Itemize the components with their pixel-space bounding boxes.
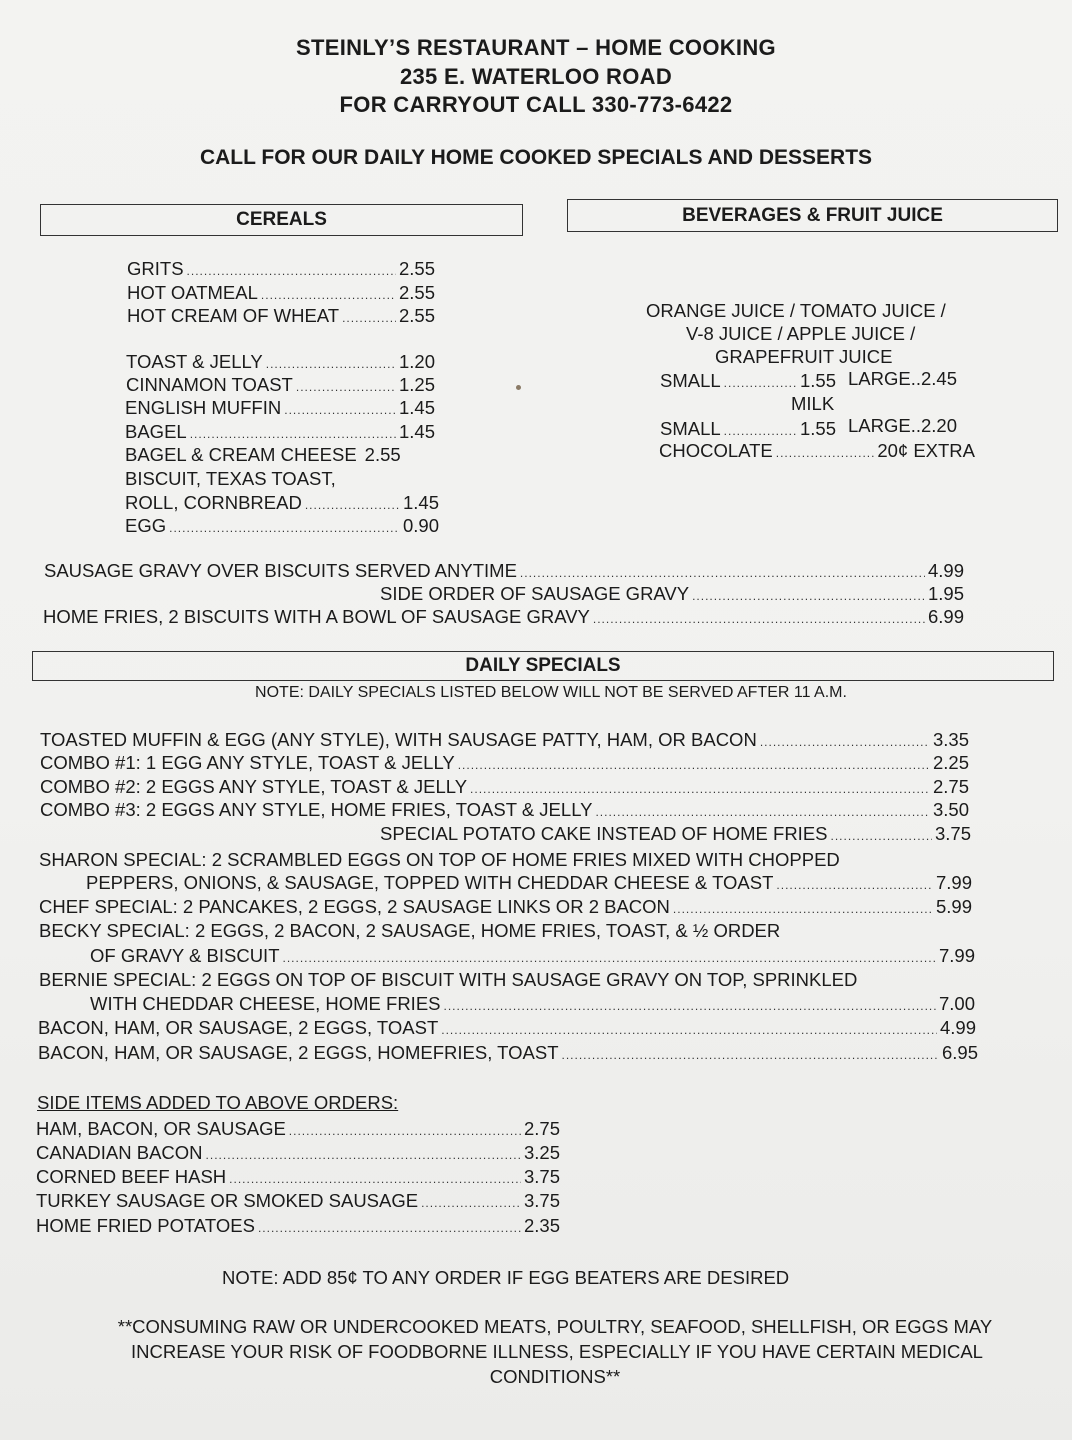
beverages-header: [567, 199, 1058, 232]
list-item: BACON, HAM, OR SAUSAGE, 2 EGGS, HOMEFRIES, TOAST ..... 6.95: [38, 1042, 978, 1064]
juice-line-3: GRAPEFRUIT JUICE: [715, 346, 893, 367]
warning-line-2: INCREASE YOUR RISK OF FOODBORNE ILLNESS, ESPECIALLY IF YOU HAVE CERTAIN MEDICAL: [131, 1341, 983, 1362]
paper-speck: [516, 385, 521, 390]
daily-specials-note: NOTE: DAILY SPECIALS LISTED BELOW WILL NOT BE SERVED AFTER 11 A.M.: [255, 684, 847, 701]
restaurant-name: STEINLY’S RESTAURANT – HOME COOKING: [296, 35, 776, 60]
list-item: GRITS ..... 2.55: [127, 258, 435, 280]
daily-specials-header: [32, 651, 1054, 681]
carryout-phone: FOR CARRYOUT CALL 330-773-6422: [339, 92, 733, 117]
list-item: BERNIE SPECIAL: 2 EGGS ON TOP OF BISCUIT WITH SAUSAGE GRAVY ON TOP, SPRINKLED: [39, 969, 858, 990]
specials-callout: CALL FOR OUR DAILY HOME COOKED SPECIALS AND DESSERTS: [199, 146, 873, 169]
list-item: BACON, HAM, OR SAUSAGE, 2 EGGS, TOAST ..... 4.99: [38, 1017, 976, 1039]
side-items-title: SIDE ITEMS ADDED TO ABOVE ORDERS:: [37, 1092, 399, 1113]
list-item: HOT CREAM OF WHEAT ..... 2.55: [127, 305, 435, 327]
juice-line-2: V-8 JUICE / APPLE JUICE /: [686, 323, 916, 344]
list-item: CHEF SPECIAL: 2 PANCAKES, 2 EGGS, 2 SAUSAGE LINKS OR 2 BACON ..... 5.99: [39, 896, 972, 918]
cereals-header: [40, 204, 523, 236]
list-item: EGG ..... 0.90: [125, 515, 439, 537]
milk-large: LARGE..2.20: [848, 415, 958, 436]
list-item: CINNAMON TOAST ..... 1.25: [126, 374, 435, 396]
juice-line-1: ORANGE JUICE / TOMATO JUICE /: [646, 300, 946, 321]
list-item: TOASTED MUFFIN & EGG (ANY STYLE), WITH SAUSAGE PATTY, HAM, OR BACON ..... 3.35: [40, 729, 969, 751]
list-item: HAM, BACON, OR SAUSAGE ..... 2.75: [36, 1118, 560, 1140]
milk-label: MILK: [791, 393, 835, 414]
list-item: CANADIAN BACON ..... 3.25: [36, 1142, 560, 1164]
cereals-title: CEREALS: [236, 209, 327, 230]
juice-small: SMALL ..... 1.55: [660, 370, 836, 392]
list-item: PEPPERS, ONIONS, & SAUSAGE, TOPPED WITH CHEDDAR CHEESE & TOAST ..... 7.99: [86, 872, 972, 894]
list-item: HOT OATMEAL ..... 2.55: [127, 282, 435, 304]
list-item: TOAST & JELLY ..... 1.20: [126, 351, 435, 373]
list-item: COMBO #2: 2 EGGS ANY STYLE, TOAST & JELLY ..... 2.75: [40, 776, 969, 798]
list-item: SHARON SPECIAL: 2 SCRAMBLED EGGS ON TOP OF HOME FRIES MIXED WITH CHOPPED: [39, 849, 840, 870]
list-item: ROLL, CORNBREAD ..... 1.45: [125, 492, 439, 514]
list-item: TURKEY SAUSAGE OR SMOKED SAUSAGE ..... 3.75: [36, 1190, 560, 1212]
list-item: BAGEL ..... 1.45: [125, 421, 435, 443]
list-item: COMBO #1: 1 EGG ANY STYLE, TOAST & JELLY ..... 2.25: [40, 752, 969, 774]
list-item: OF GRAVY & BISCUIT ..... 7.99: [90, 945, 975, 967]
list-item: BAGEL & CREAM CHEESE 2.55: [125, 444, 401, 465]
warning-line-1: **CONSUMING RAW OR UNDERCOOKED MEATS, POULTRY, SEAFOOD, SHELLFISH, OR EGGS MAY: [117, 1316, 993, 1337]
list-item: SAUSAGE GRAVY OVER BISCUITS SERVED ANYTIME ..... 4.99: [44, 560, 964, 582]
list-item: SIDE ORDER OF SAUSAGE GRAVY ..... 1.95: [380, 583, 964, 605]
list-item: HOME FRIED POTATOES ..... 2.35: [36, 1215, 560, 1237]
list-item: BECKY SPECIAL: 2 EGGS, 2 BACON, 2 SAUSAGE, HOME FRIES, TOAST, & ½ ORDER: [39, 920, 781, 941]
list-item: CORNED BEEF HASH ..... 3.75: [36, 1166, 560, 1188]
list-item: SPECIAL POTATO CAKE INSTEAD OF HOME FRIES ..... 3.75: [380, 823, 971, 845]
list-item: COMBO #3: 2 EGGS ANY STYLE, HOME FRIES, TOAST & JELLY ..... 3.50: [40, 799, 969, 821]
restaurant-address: 235 E. WATERLOO ROAD: [399, 64, 673, 89]
egg-beaters-note: NOTE: ADD 85¢ TO ANY ORDER IF EGG BEATERS ARE DESIRED: [222, 1267, 790, 1288]
warning-line-3: CONDITIONS**: [489, 1366, 621, 1387]
list-item: HOME FRIES, 2 BISCUITS WITH A BOWL OF SAUSAGE GRAVY ..... 6.99: [43, 606, 964, 628]
beverages-title: BEVERAGES & FRUIT JUICE: [682, 204, 943, 226]
list-item: ENGLISH MUFFIN ..... 1.45: [125, 397, 435, 419]
daily-specials-title: DAILY SPECIALS: [465, 655, 621, 676]
list-item: BISCUIT, TEXAS TOAST,: [125, 468, 336, 489]
juice-large: LARGE..2.45: [848, 368, 958, 389]
chocolate-extra: CHOCOLATE ..... 20¢ EXTRA: [659, 440, 975, 462]
milk-small: SMALL ..... 1.55: [660, 418, 836, 440]
list-item: WITH CHEDDAR CHEESE, HOME FRIES ..... 7.00: [90, 993, 975, 1015]
